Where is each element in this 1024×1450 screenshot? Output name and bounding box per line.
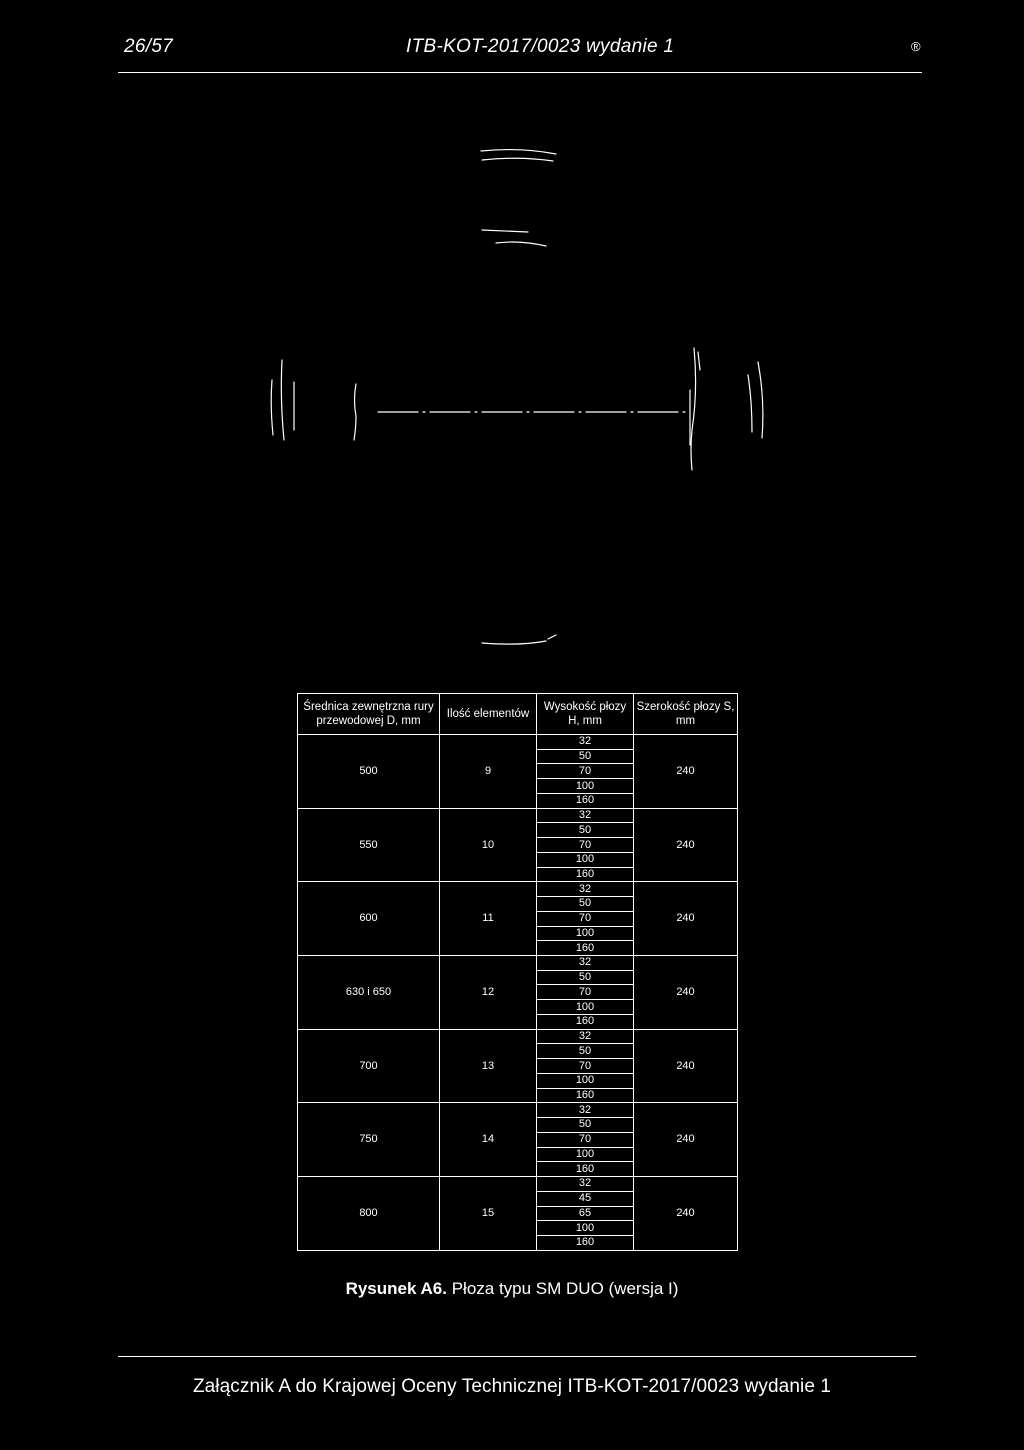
diameter-cell: 600 bbox=[298, 882, 440, 956]
height-cell: 32 bbox=[537, 956, 634, 971]
height-cell: 160 bbox=[537, 793, 634, 808]
registered-mark: ® bbox=[911, 39, 921, 54]
count-cell: 10 bbox=[440, 808, 537, 882]
height-cell: 32 bbox=[537, 1177, 634, 1192]
header-diameter: Średnica zewnętrzna rury przewodowej D, mm bbox=[298, 694, 440, 735]
table-header-row bbox=[298, 694, 738, 735]
count-cell: 12 bbox=[440, 956, 537, 1030]
table-row bbox=[298, 735, 738, 750]
drawing-stroke bbox=[482, 641, 546, 644]
table-row bbox=[298, 882, 738, 897]
drawing-stroke bbox=[481, 150, 556, 154]
diameter-cell: 800 bbox=[298, 1177, 440, 1251]
height-cell: 160 bbox=[537, 1088, 634, 1103]
footer-rule bbox=[118, 1356, 916, 1357]
table-row bbox=[298, 1103, 738, 1118]
height-cell: 160 bbox=[537, 867, 634, 882]
table-row bbox=[298, 1177, 738, 1192]
width-cell: 240 bbox=[634, 735, 738, 809]
height-cell: 70 bbox=[537, 1059, 634, 1074]
height-cell: 160 bbox=[537, 1235, 634, 1250]
technical-drawing bbox=[0, 0, 1024, 680]
drawing-stroke bbox=[281, 360, 284, 440]
height-cell: 32 bbox=[537, 882, 634, 897]
height-cell: 100 bbox=[537, 926, 634, 941]
height-cell: 50 bbox=[537, 897, 634, 912]
count-cell: 11 bbox=[440, 882, 537, 956]
table-row bbox=[298, 956, 738, 971]
height-cell: 65 bbox=[537, 1206, 634, 1221]
height-cell: 50 bbox=[537, 823, 634, 838]
drawing-stroke bbox=[691, 348, 696, 470]
drawing-stroke bbox=[496, 242, 546, 246]
height-cell: 100 bbox=[537, 1073, 634, 1088]
count-cell: 13 bbox=[440, 1029, 537, 1103]
height-cell: 32 bbox=[537, 735, 634, 750]
height-cell: 70 bbox=[537, 1132, 634, 1147]
height-cell: 100 bbox=[537, 1000, 634, 1015]
width-cell: 240 bbox=[634, 882, 738, 956]
count-cell: 9 bbox=[440, 735, 537, 809]
height-cell: 32 bbox=[537, 1103, 634, 1118]
height-cell: 70 bbox=[537, 985, 634, 1000]
width-cell: 240 bbox=[634, 956, 738, 1030]
diameter-cell: 500 bbox=[298, 735, 440, 809]
width-cell: 240 bbox=[634, 1177, 738, 1251]
drawing-stroke bbox=[698, 352, 700, 370]
table-row bbox=[298, 808, 738, 823]
drawing-stroke bbox=[548, 635, 556, 639]
height-cell: 45 bbox=[537, 1191, 634, 1206]
page-footer: Załącznik A do Krajowej Oceny Technicznej ITB-KOT-2017/0023 wydanie 1 bbox=[192, 1376, 832, 1397]
width-cell: 240 bbox=[634, 1029, 738, 1103]
height-cell: 100 bbox=[537, 779, 634, 794]
diameter-cell: 700 bbox=[298, 1029, 440, 1103]
drawing-stroke bbox=[271, 380, 273, 435]
figure-label: Rysunek A6. bbox=[345, 1279, 447, 1298]
height-cell: 100 bbox=[537, 1147, 634, 1162]
width-cell: 240 bbox=[634, 808, 738, 882]
height-cell: 50 bbox=[537, 749, 634, 764]
header-count: Ilość elementów bbox=[440, 694, 537, 735]
header-height: Wysokość płozy H, mm bbox=[537, 694, 634, 735]
drawing-stroke bbox=[758, 362, 763, 438]
height-cell: 100 bbox=[537, 852, 634, 867]
height-cell: 32 bbox=[537, 808, 634, 823]
diameter-cell: 630 i 650 bbox=[298, 956, 440, 1030]
header-document-id: ITB-KOT-2017/0023 wydanie 1 bbox=[406, 36, 675, 57]
height-cell: 50 bbox=[537, 970, 634, 985]
height-cell: 32 bbox=[537, 1029, 634, 1044]
height-cell: 70 bbox=[537, 911, 634, 926]
drawing-stroke bbox=[482, 230, 528, 232]
height-cell: 50 bbox=[537, 1118, 634, 1133]
height-cell: 160 bbox=[537, 1014, 634, 1029]
height-cell: 70 bbox=[537, 764, 634, 779]
diameter-cell: 550 bbox=[298, 808, 440, 882]
height-cell: 70 bbox=[537, 838, 634, 853]
figure-title: Płoza typu SM DUO (wersja I) bbox=[446, 1279, 679, 1298]
page-number: 26/57 bbox=[124, 36, 174, 57]
drawing-stroke bbox=[748, 375, 752, 432]
figure-caption bbox=[0, 1279, 1024, 1299]
count-cell: 15 bbox=[440, 1177, 537, 1251]
header-width: Szerokość płozy S, mm bbox=[634, 694, 738, 735]
drawing-stroke bbox=[482, 158, 553, 161]
height-cell: 100 bbox=[537, 1221, 634, 1236]
count-cell: 14 bbox=[440, 1103, 537, 1177]
height-cell: 160 bbox=[537, 1162, 634, 1177]
height-cell: 50 bbox=[537, 1044, 634, 1059]
height-cell: 160 bbox=[537, 941, 634, 956]
width-cell: 240 bbox=[634, 1103, 738, 1177]
runner-dimensions-table bbox=[297, 693, 738, 1251]
table-row bbox=[298, 1029, 738, 1044]
drawing-stroke bbox=[354, 384, 356, 440]
diameter-cell: 750 bbox=[298, 1103, 440, 1177]
